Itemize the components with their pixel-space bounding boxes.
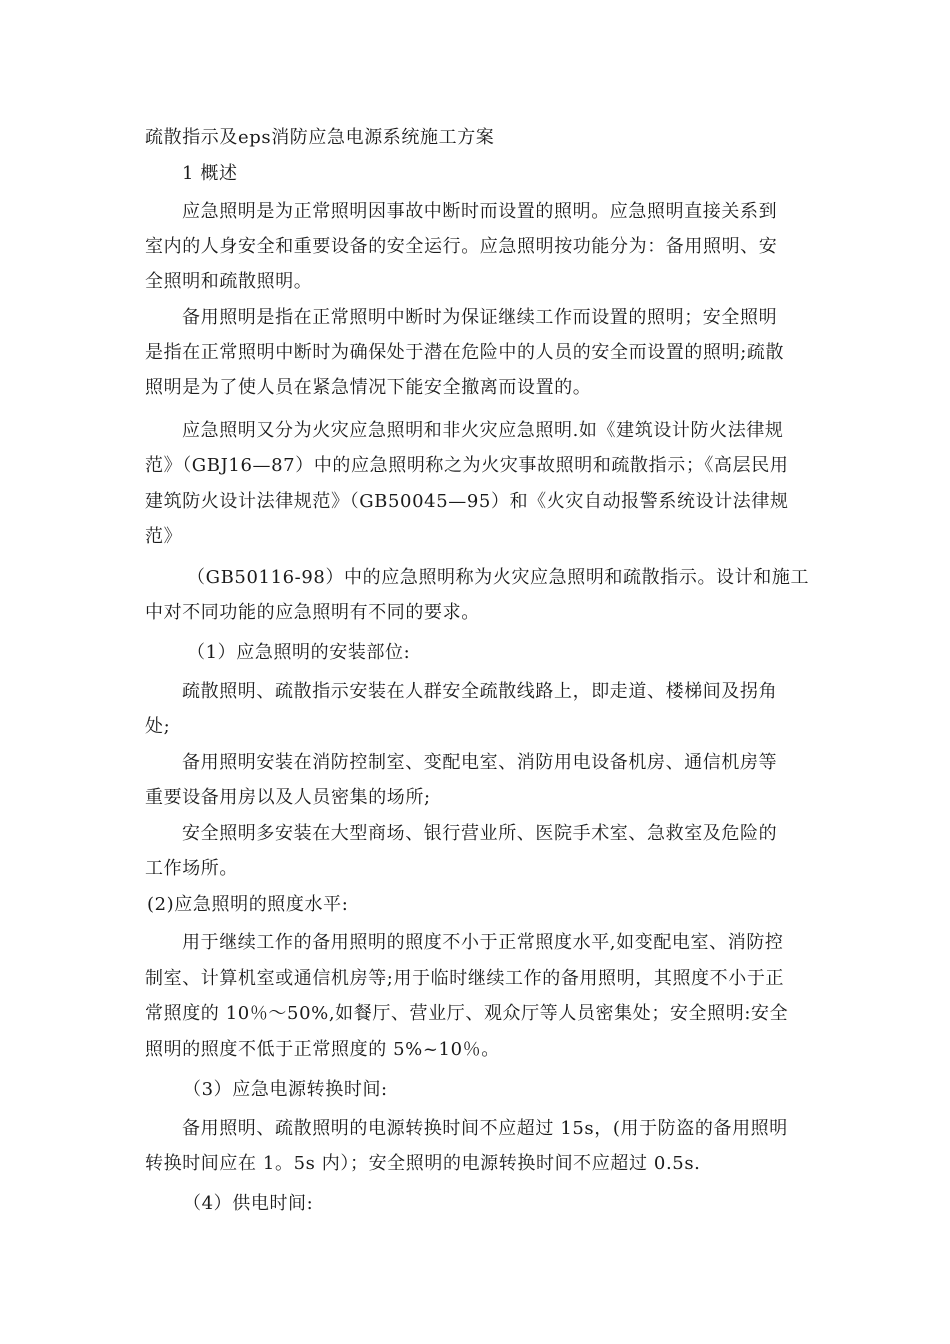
paragraph-line: 全照明和疏散照明。 [145,271,313,292]
paragraph-line: 范》 [145,526,183,547]
paragraph-line: 工作场所。 [145,858,238,879]
subsection-heading: （3）应急电源转换时间: [183,1079,388,1100]
paragraph-line: 照明的照度不低于正常照度的 5%~10％。 [145,1039,500,1060]
paragraph-line: 中对不同功能的应急照明有不同的要求。 [145,602,480,623]
paragraph-line: 转换时间应在 1。5s 内）；安全照明的电源转换时间不应超过 0.5s. [145,1153,701,1174]
paragraph-line: 制室、计算机室或通信机房等;用于临时继续工作的备用照明，其照度不小于正 [145,968,785,989]
paragraph-line: 备用照明是指在正常照明中断时为保证继续工作而设置的照明；安全照明 [182,307,778,328]
paragraph-line: 备用照明安装在消防控制室、变配电室、消防用电设备机房、通信机房等 [182,752,778,773]
paragraph-line: 重要设备用房以及人员密集的场所; [145,787,431,808]
subsection-heading: (2)应急照明的照度水平: [147,894,349,915]
paragraph-line: 常照度的 10％～50%,如餐厅、营业厅、观众厅等人员密集处；安全照明:安全 [145,1003,789,1024]
subsection-heading: （4）供电时间: [183,1193,314,1214]
paragraph-line: 备用照明、疏散照明的电源转换时间不应超过 15s，(用于防盗的备用照明 [182,1118,788,1139]
paragraph-line: （GB50116-98）中的应急照明称为火灾应急照明和疏散指示。设计和施工 [187,567,810,588]
paragraph-line: 处; [145,716,171,737]
paragraph-line: 疏散照明、疏散指示安装在人群安全疏散线路上，即走道、楼梯间及拐角 [182,681,778,702]
subsection-heading: （1）应急照明的安装部位: [187,642,411,663]
paragraph-line: 范》（GBJ16—87）中的应急照明称之为火灾事故照明和疏散指示；《高层民用 [145,455,789,476]
paragraph-line: 应急照明又分为火灾应急照明和非火灾应急照明.如《建筑设计防火法律规 [182,420,784,441]
document-title: 疏散指示及eps消防应急电源系统施工方案 [145,127,495,148]
paragraph-line: 室内的人身安全和重要设备的安全运行。应急照明按功能分为：备用照明、安 [145,236,778,257]
paragraph-line: 照明是为了使人员在紧急情况下能安全撤离而设置的。 [145,377,592,398]
paragraph-line: 安全照明多安装在大型商场、银行营业所、医院手术室、急救室及危险的 [182,823,778,844]
section-heading: 1 概述 [182,163,238,184]
paragraph-line: 应急照明是为正常照明因事故中断时而设置的照明。应急照明直接关系到 [182,201,778,222]
paragraph-line: 用于继续工作的备用照明的照度不小于正常照度水平,如变配电室、消防控 [182,932,784,953]
paragraph-line: 建筑防火设计法律规范》（GB50045—95）和《火灾自动报警系统设计法律规 [145,491,789,512]
paragraph-line: 是指在正常照明中断时为确保处于潜在危险中的人员的安全而设置的照明;疏散 [145,342,785,363]
